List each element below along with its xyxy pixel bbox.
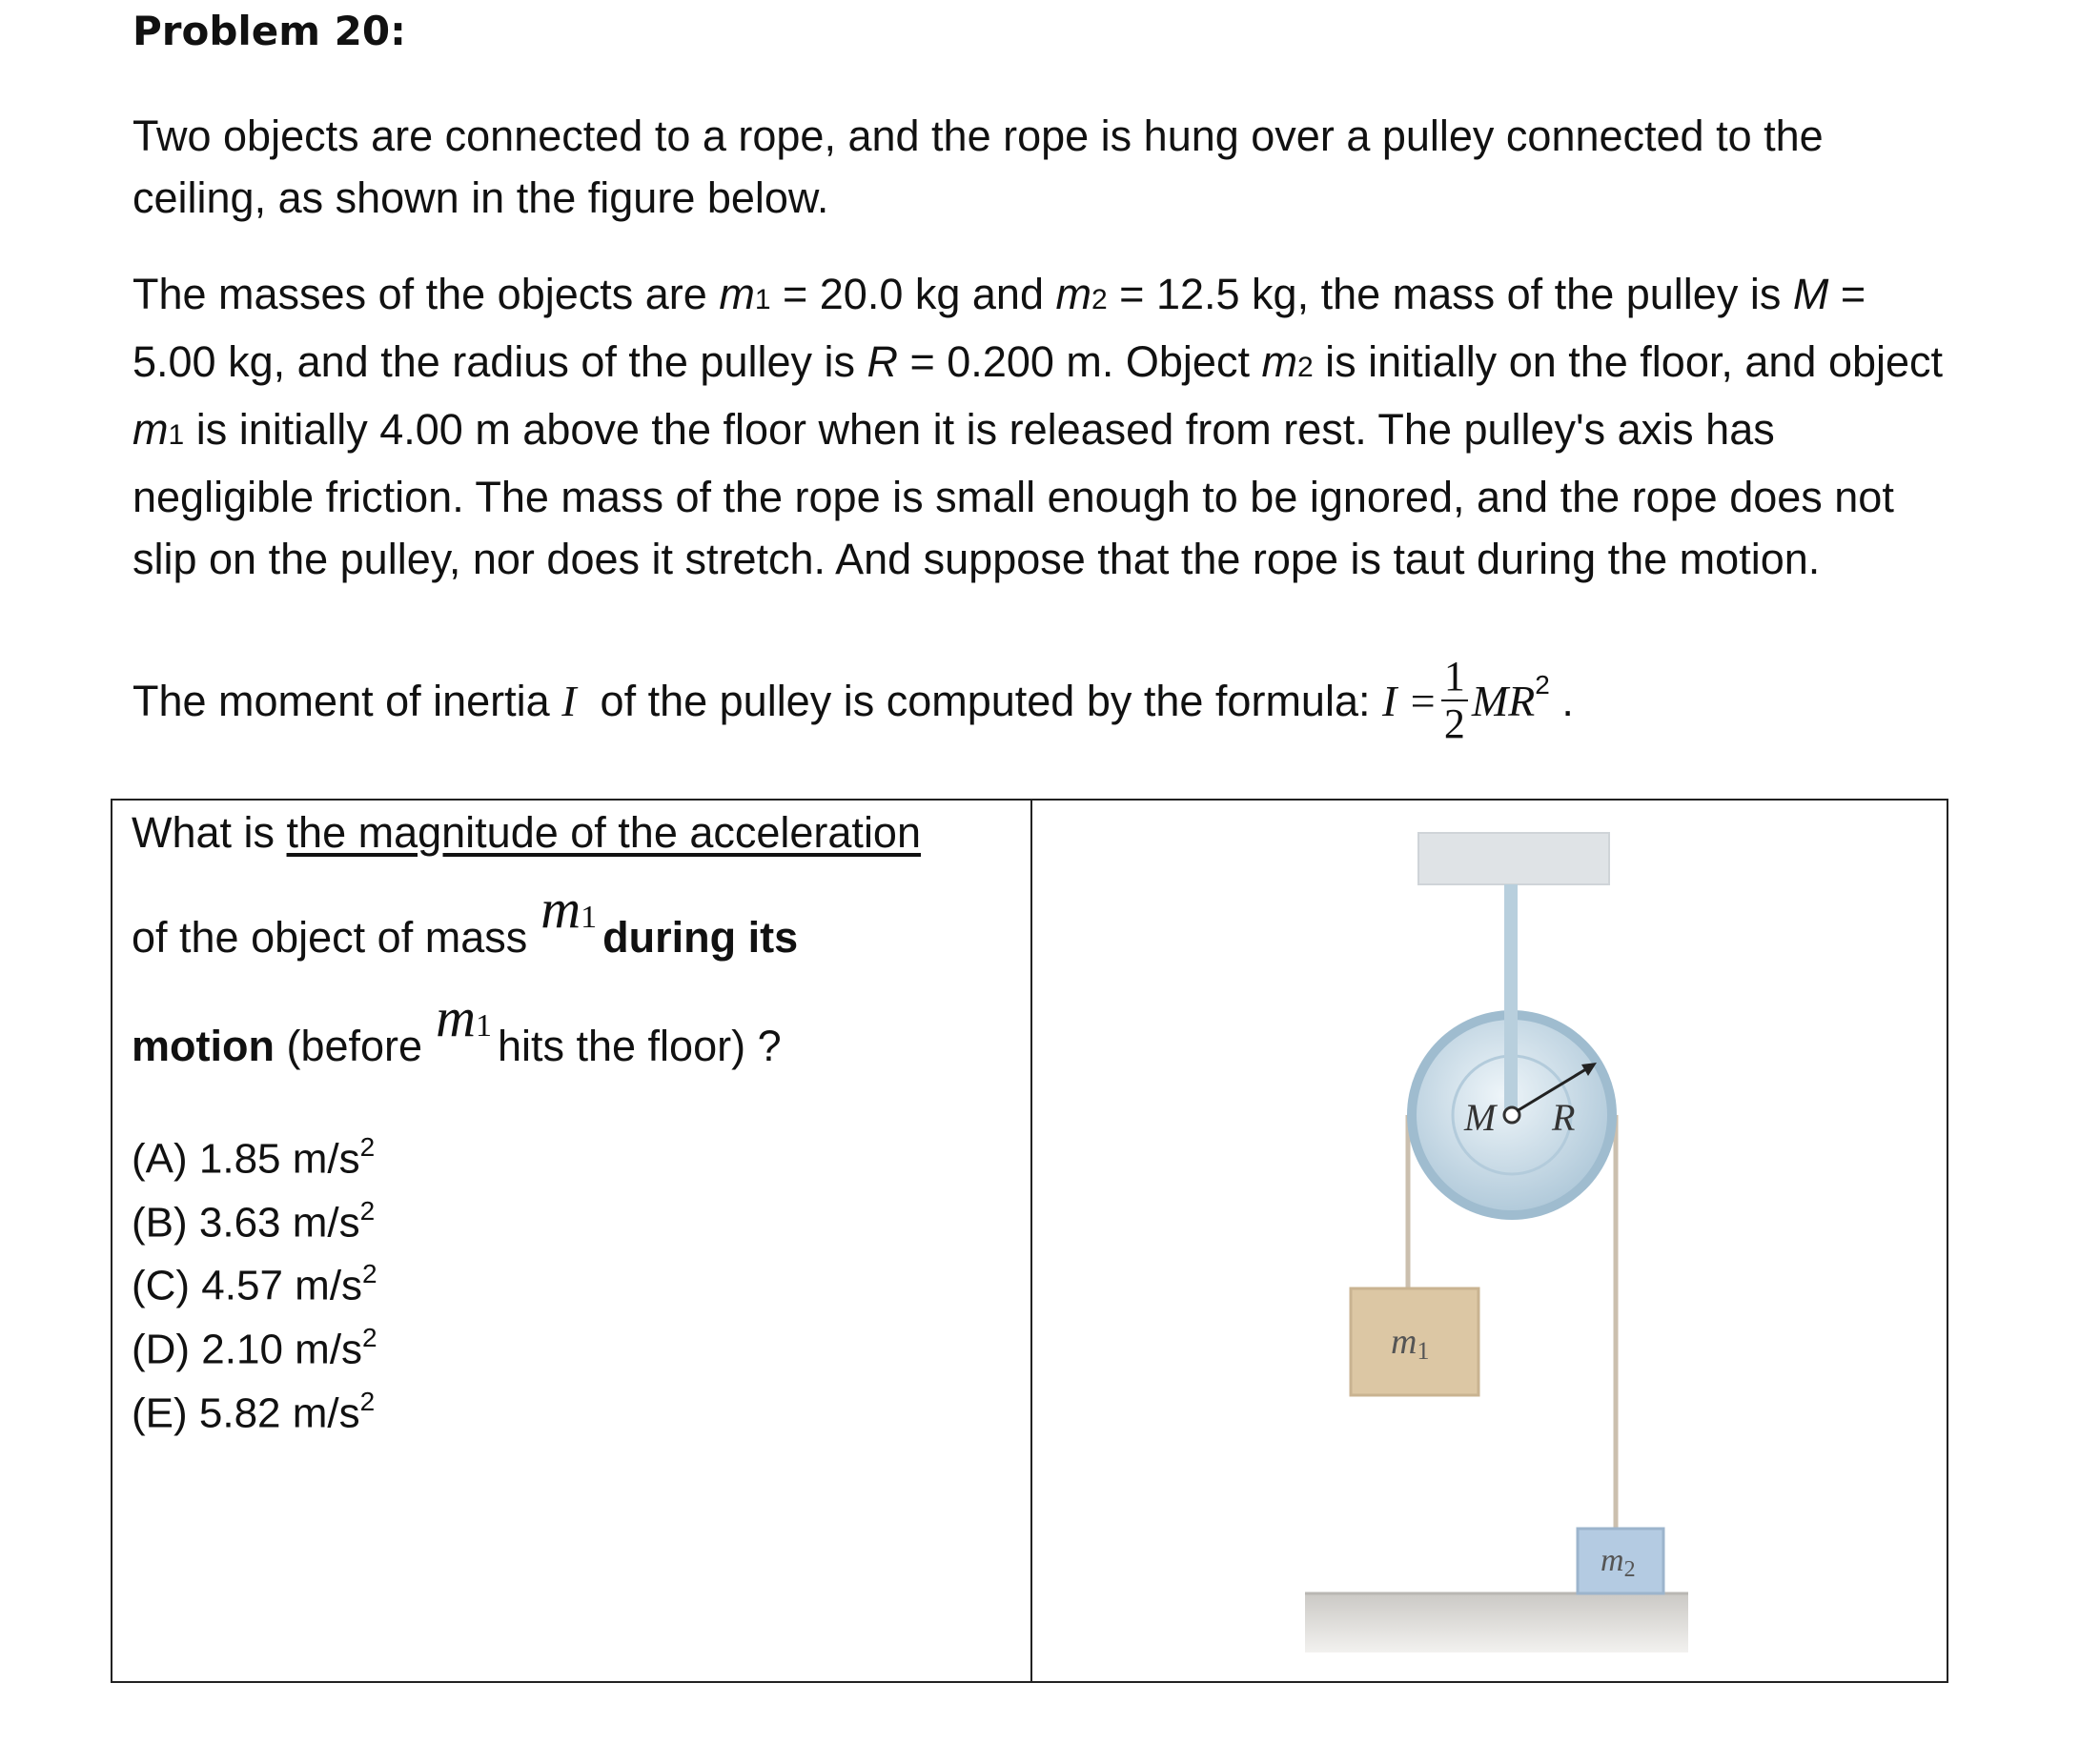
ceiling	[1418, 833, 1609, 884]
mass-symbol: m1	[540, 878, 598, 940]
question-cell	[112, 800, 1031, 1682]
block-m2-label: m2	[1601, 1543, 1636, 1582]
option-b[interactable]: (B) 3.63 $m/s^2$	[132, 1195, 376, 1247]
intro-paragraph: Two objects are connected to a rope, and the rope is hung over a pulley connected to the ceiling, as shown in the figure below.	[133, 112, 1824, 222]
floor	[1305, 1593, 1688, 1652]
formula-fraction: $\frac{1}{2}$	[1441, 654, 1468, 747]
radius-label: R	[1552, 1096, 1576, 1139]
question-line-2: of the object of mass m1 during its	[132, 878, 799, 962]
pulley-figure	[1032, 801, 1947, 1681]
option-d[interactable]: (D) 2.10 $m/s^2$	[132, 1322, 377, 1373]
question-line-3: motion (before m1 hits the floor) ?	[132, 986, 782, 1070]
inertia-paragraph: The moment of inertia I of the pulley is computed by the formula: I = $\frac{1}{2}$ $MR^2$ .	[133, 653, 1574, 747]
inertia-symbol: I	[561, 676, 577, 725]
option-c[interactable]: (C) 4.57 $m/s^2$	[132, 1259, 377, 1309]
figure-cell	[1031, 800, 1947, 1682]
block-m1-label: m1	[1391, 1322, 1430, 1365]
answer-options	[132, 1123, 377, 1440]
problem-title: Problem 20:	[133, 8, 406, 54]
formula-lhs: I =	[1381, 676, 1438, 725]
question-figure-table	[111, 799, 1948, 1683]
pulley-mass-label: M	[1464, 1096, 1497, 1139]
given-values-paragraph: The masses of the objects are m1 = 20.0 kg and m2 = 12.5 kg, the mass of the pulley is M = 5.00 kg, and the radius of the pulley is R = 0.200 m. Object m2 is initially on the floor, and object m1 is initially 4.00 m above the floor when it is released from rest. The pulley's axis has negligible friction. The mass of the rope is small enough to be ignored, and the rope does not slip on the pulley, nor does it stretch. And suppose that the rope is taut during the motion.	[133, 270, 1944, 583]
question-line-1: What is the magnitude of the acceleration	[132, 808, 921, 857]
option-a[interactable]: (A) 1.85 $m/s^2$	[132, 1132, 376, 1183]
mass-symbol: m1	[436, 986, 492, 1048]
formula-rhs: MR	[1471, 676, 1536, 725]
option-e[interactable]: (E) 5.82 $m/s^2$	[132, 1386, 376, 1437]
support-rod-front	[1504, 1010, 1518, 1115]
